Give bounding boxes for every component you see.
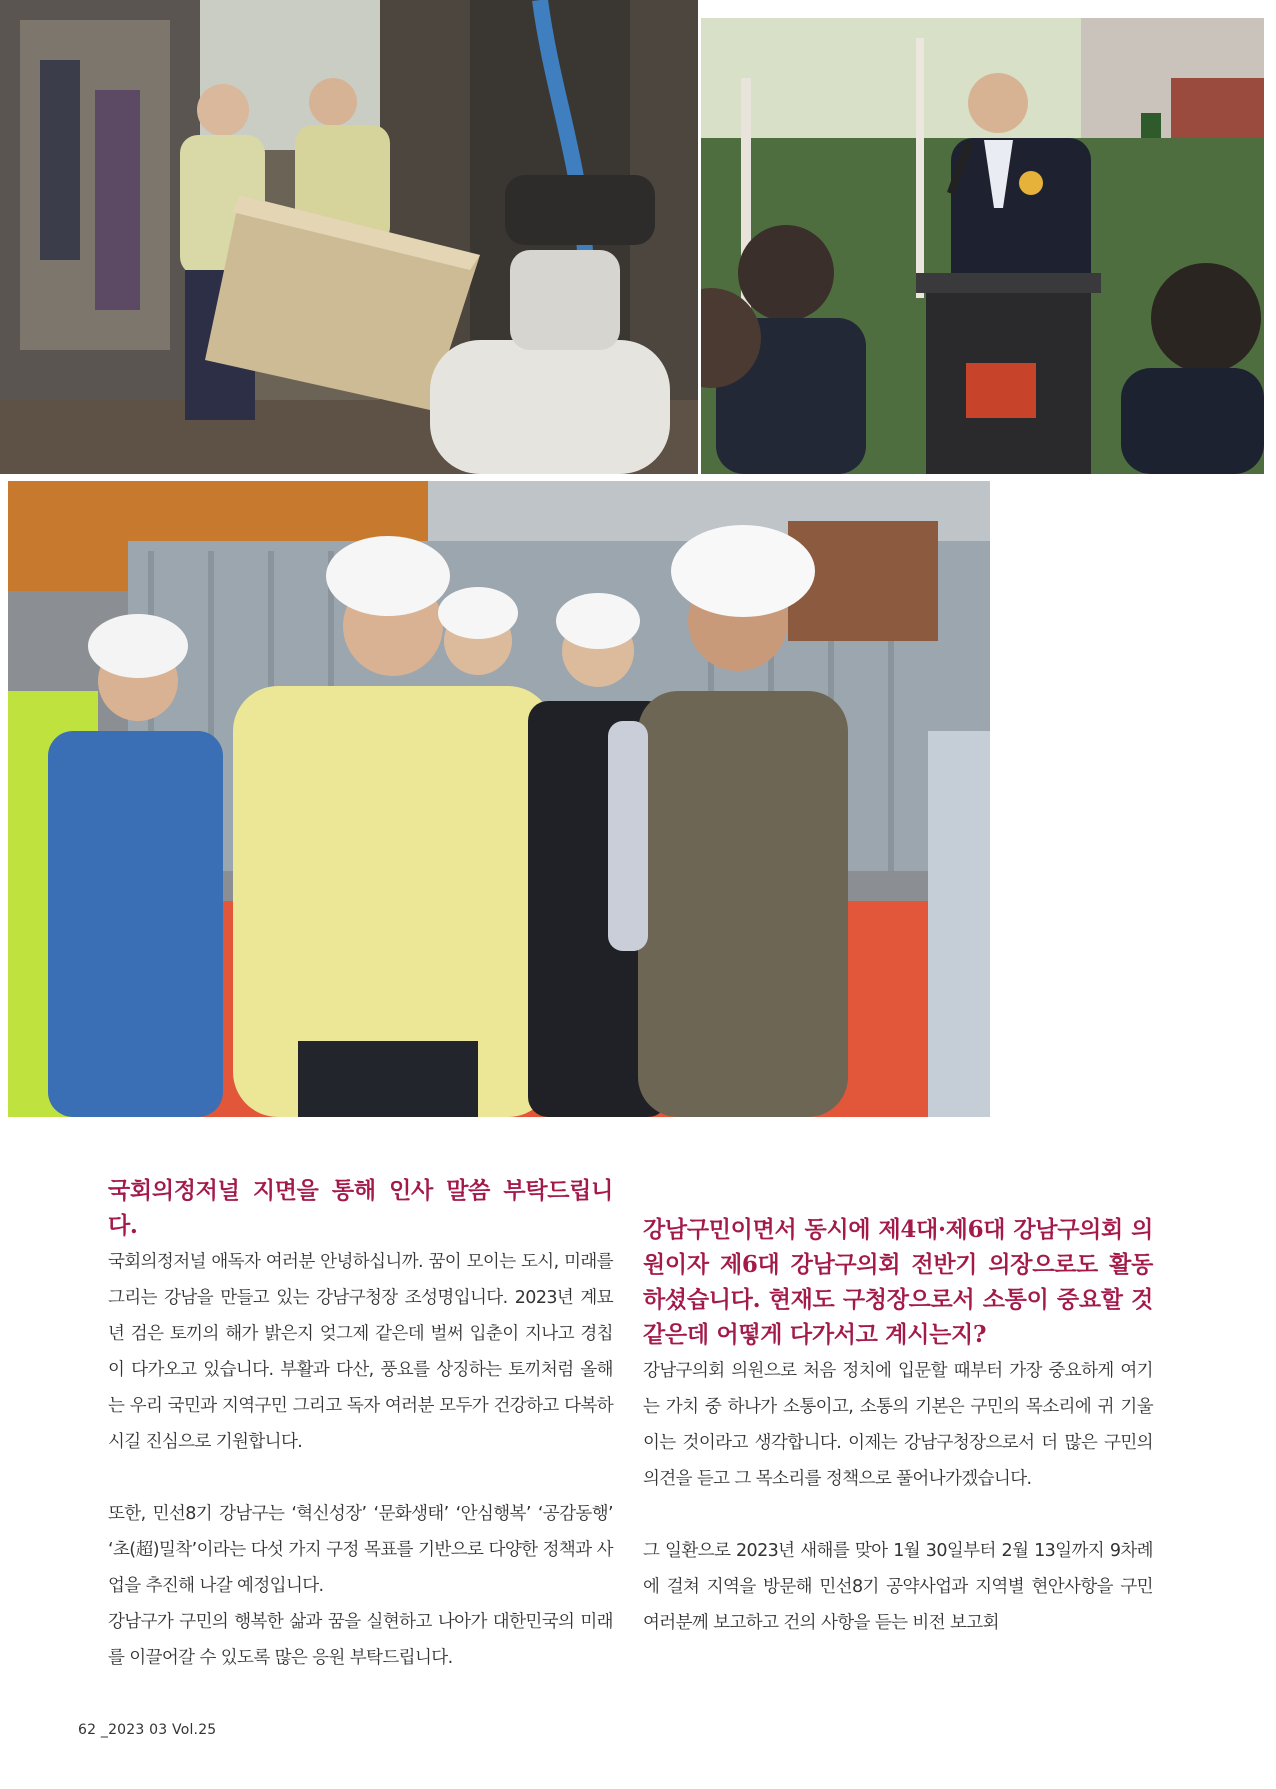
construction-site-inspection-photo bbox=[8, 481, 990, 1117]
right-question: 강남구민이면서 동시에 제4대·제6대 강남구의회 의원이자 제6대 강남구의회 전반기 의장으로도 활동하셨습니다. 현재도 구청장으로서 소통이 중요할 것 같은데 어떻게 다가서고 계시는지? bbox=[643, 1216, 1153, 1348]
left-column bbox=[108, 1173, 613, 1676]
paragraph-spacer bbox=[643, 1497, 1153, 1533]
left-paragraph-2: 또한, 민선8기 강남구는 ‘혁신성장’ ‘문화생태’ ‘안심행복’ ‘공감동행’ ‘초(超)밀착’이라는 다섯 가지 구정 목표를 기반으로 다양한 정책과 사업을 추진해 나갈 예정입니다. bbox=[108, 1504, 613, 1596]
left-question: 국회의정저널 지면을 통해 인사 말씀 부탁드립니다. bbox=[108, 1177, 613, 1239]
left-paragraph-3: 강남구가 구민의 행복한 삶과 꿈을 실현하고 나아가 대한민국의 미래를 이끌어갈 수 있도록 많은 응원 부탁드립니다. bbox=[108, 1612, 613, 1668]
right-paragraph-1: 강남구의회 의원으로 처음 정치에 입문할 때부터 가장 중요하게 여기는 가치 중 하나가 소통이고, 소통의 기본은 구민의 목소리에 귀 기울이는 것이라고 생각합니다. 이제는 강남구청장으로서 더 많은 구민의 의견을 듣고 그 목소리를 정책으로 풀어나가겠습니다. bbox=[643, 1361, 1153, 1489]
flood-recovery-photo bbox=[0, 0, 698, 474]
paragraph-spacer bbox=[108, 1460, 613, 1496]
right-paragraph-2: 그 일환으로 2023년 새해를 맞아 1월 30일부터 2월 13일까지 9차례에 걸쳐 지역을 방문해 민선8기 공약사업과 지역별 현안사항을 구민 여러분께 보고하고 건의 사항을 듣는 비전 보고회 bbox=[643, 1541, 1153, 1633]
page-footer: 62 _2023 03 Vol.25 bbox=[78, 1722, 217, 1738]
left-paragraph-1: 국회의정저널 애독자 여러분 안녕하십니까. 꿈이 모이는 도시, 미래를 그리는 강남을 만들고 있는 강남구청장 조성명입니다. 2023년 계묘년 검은 토끼의 해가 밝은지 엊그제 같은데 벌써 입춘이 지나고 경칩이 다가오고 있습니다. 부활과 다산, 풍요를 상징하는 토끼처럼 올해는 우리 국민과 지역구민 그리고 독자 여러분 모두가 건강하고 다복하시길 진심으로 기원합니다. bbox=[108, 1252, 613, 1452]
speech-podium-photo bbox=[701, 18, 1264, 474]
right-column bbox=[643, 1212, 1153, 1641]
